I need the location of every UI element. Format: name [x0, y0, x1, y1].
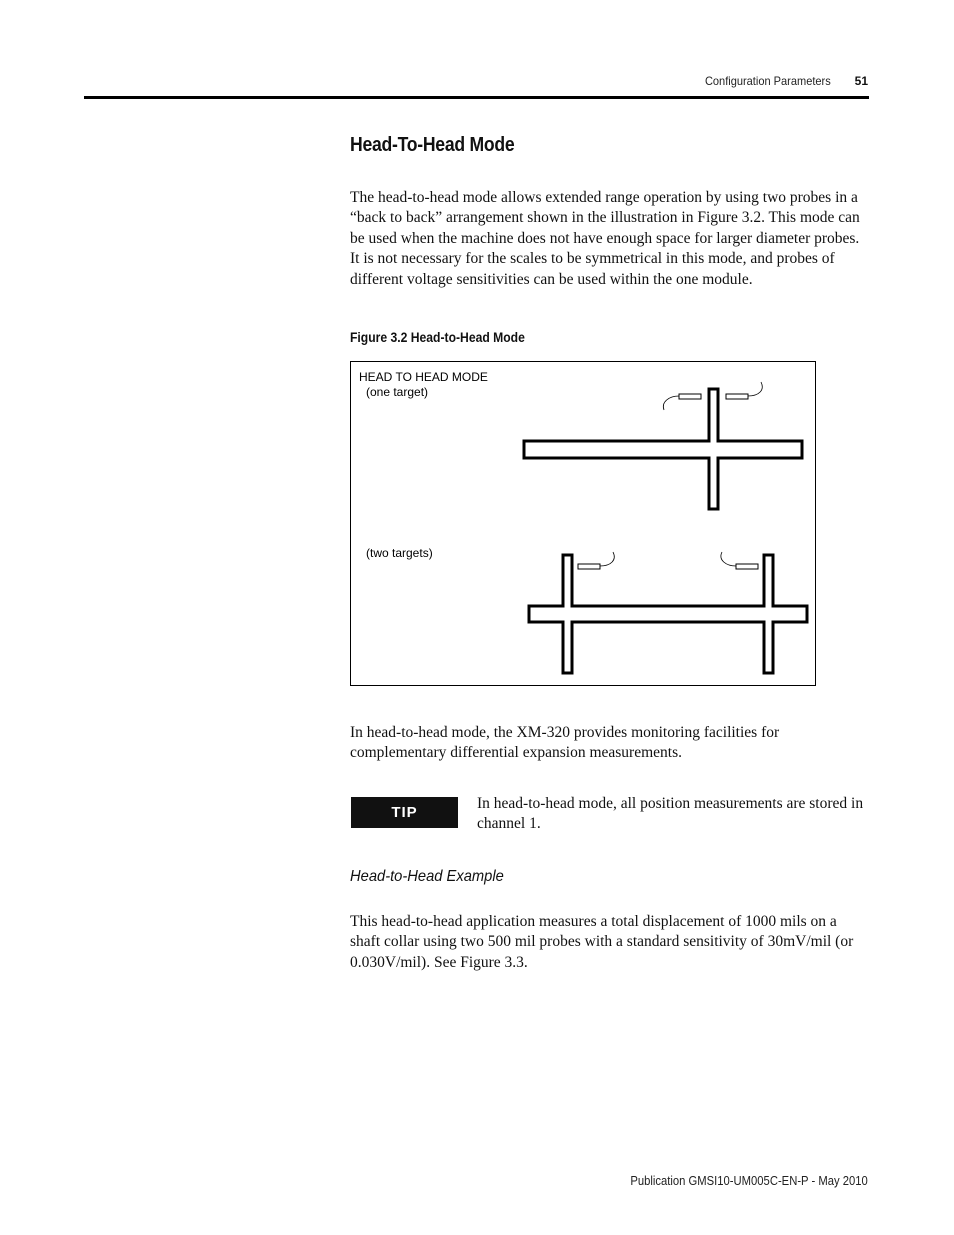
example-heading: Head-to-Head Example: [350, 868, 504, 885]
probe-left: [679, 394, 701, 399]
probe-two-left: [578, 564, 600, 569]
shaft-diagram: [351, 362, 817, 687]
label-two-targets: (two targets): [366, 546, 433, 560]
shaft-two-targets: [529, 555, 807, 673]
page-number: 51: [854, 74, 868, 88]
probe-cable-right: [748, 382, 762, 396]
figure-caption: Figure 3.2 Head-to-Head Mode: [350, 330, 525, 345]
example-paragraph: This head-to-head application measures a total displacement of 1000 mils on a shaft collar using two 500 mil probes with a standard sensitivity of 30mV/mil (or 0.030V/mil). See Figure 3.3.: [350, 913, 854, 971]
intro-paragraph: The head-to-head mode allows extended range operation by using two probes in a “back to back” arrangement shown in the illustration in Figure 3.2. This mode can be used when the machine does not have enough space for larger diameter probes. It is not necessary for the scales to be symmetrical in this mode, and probes of different voltage sensitivities can be used within the one module.: [350, 189, 860, 288]
label-one-target: (one target): [366, 385, 429, 399]
probe-two-cable-left: [600, 552, 614, 566]
header-section-name: Configuration Parameters: [705, 74, 831, 88]
monitoring-paragraph: In head-to-head mode, the XM-320 provides monitoring facilities for complementary differential expansion measurements.: [350, 724, 780, 762]
header-rule: [84, 96, 869, 99]
tip-badge: TIP: [351, 797, 458, 828]
head-to-head-figure: [350, 361, 816, 686]
figure-title: HEAD TO HEAD MODE: [359, 370, 488, 384]
section-title: Head-To-Head Mode: [350, 134, 515, 156]
probe-cable-left: [663, 396, 679, 410]
tip-text: In head-to-head mode, all position measurements are stored in channel 1.: [477, 795, 864, 833]
probe-two-cable-right: [721, 552, 736, 566]
probe-two-right: [736, 564, 758, 569]
footer-publication: Publication GMSI10-UM005C-EN-P - May 2010: [630, 1174, 868, 1188]
probe-right: [726, 394, 748, 399]
